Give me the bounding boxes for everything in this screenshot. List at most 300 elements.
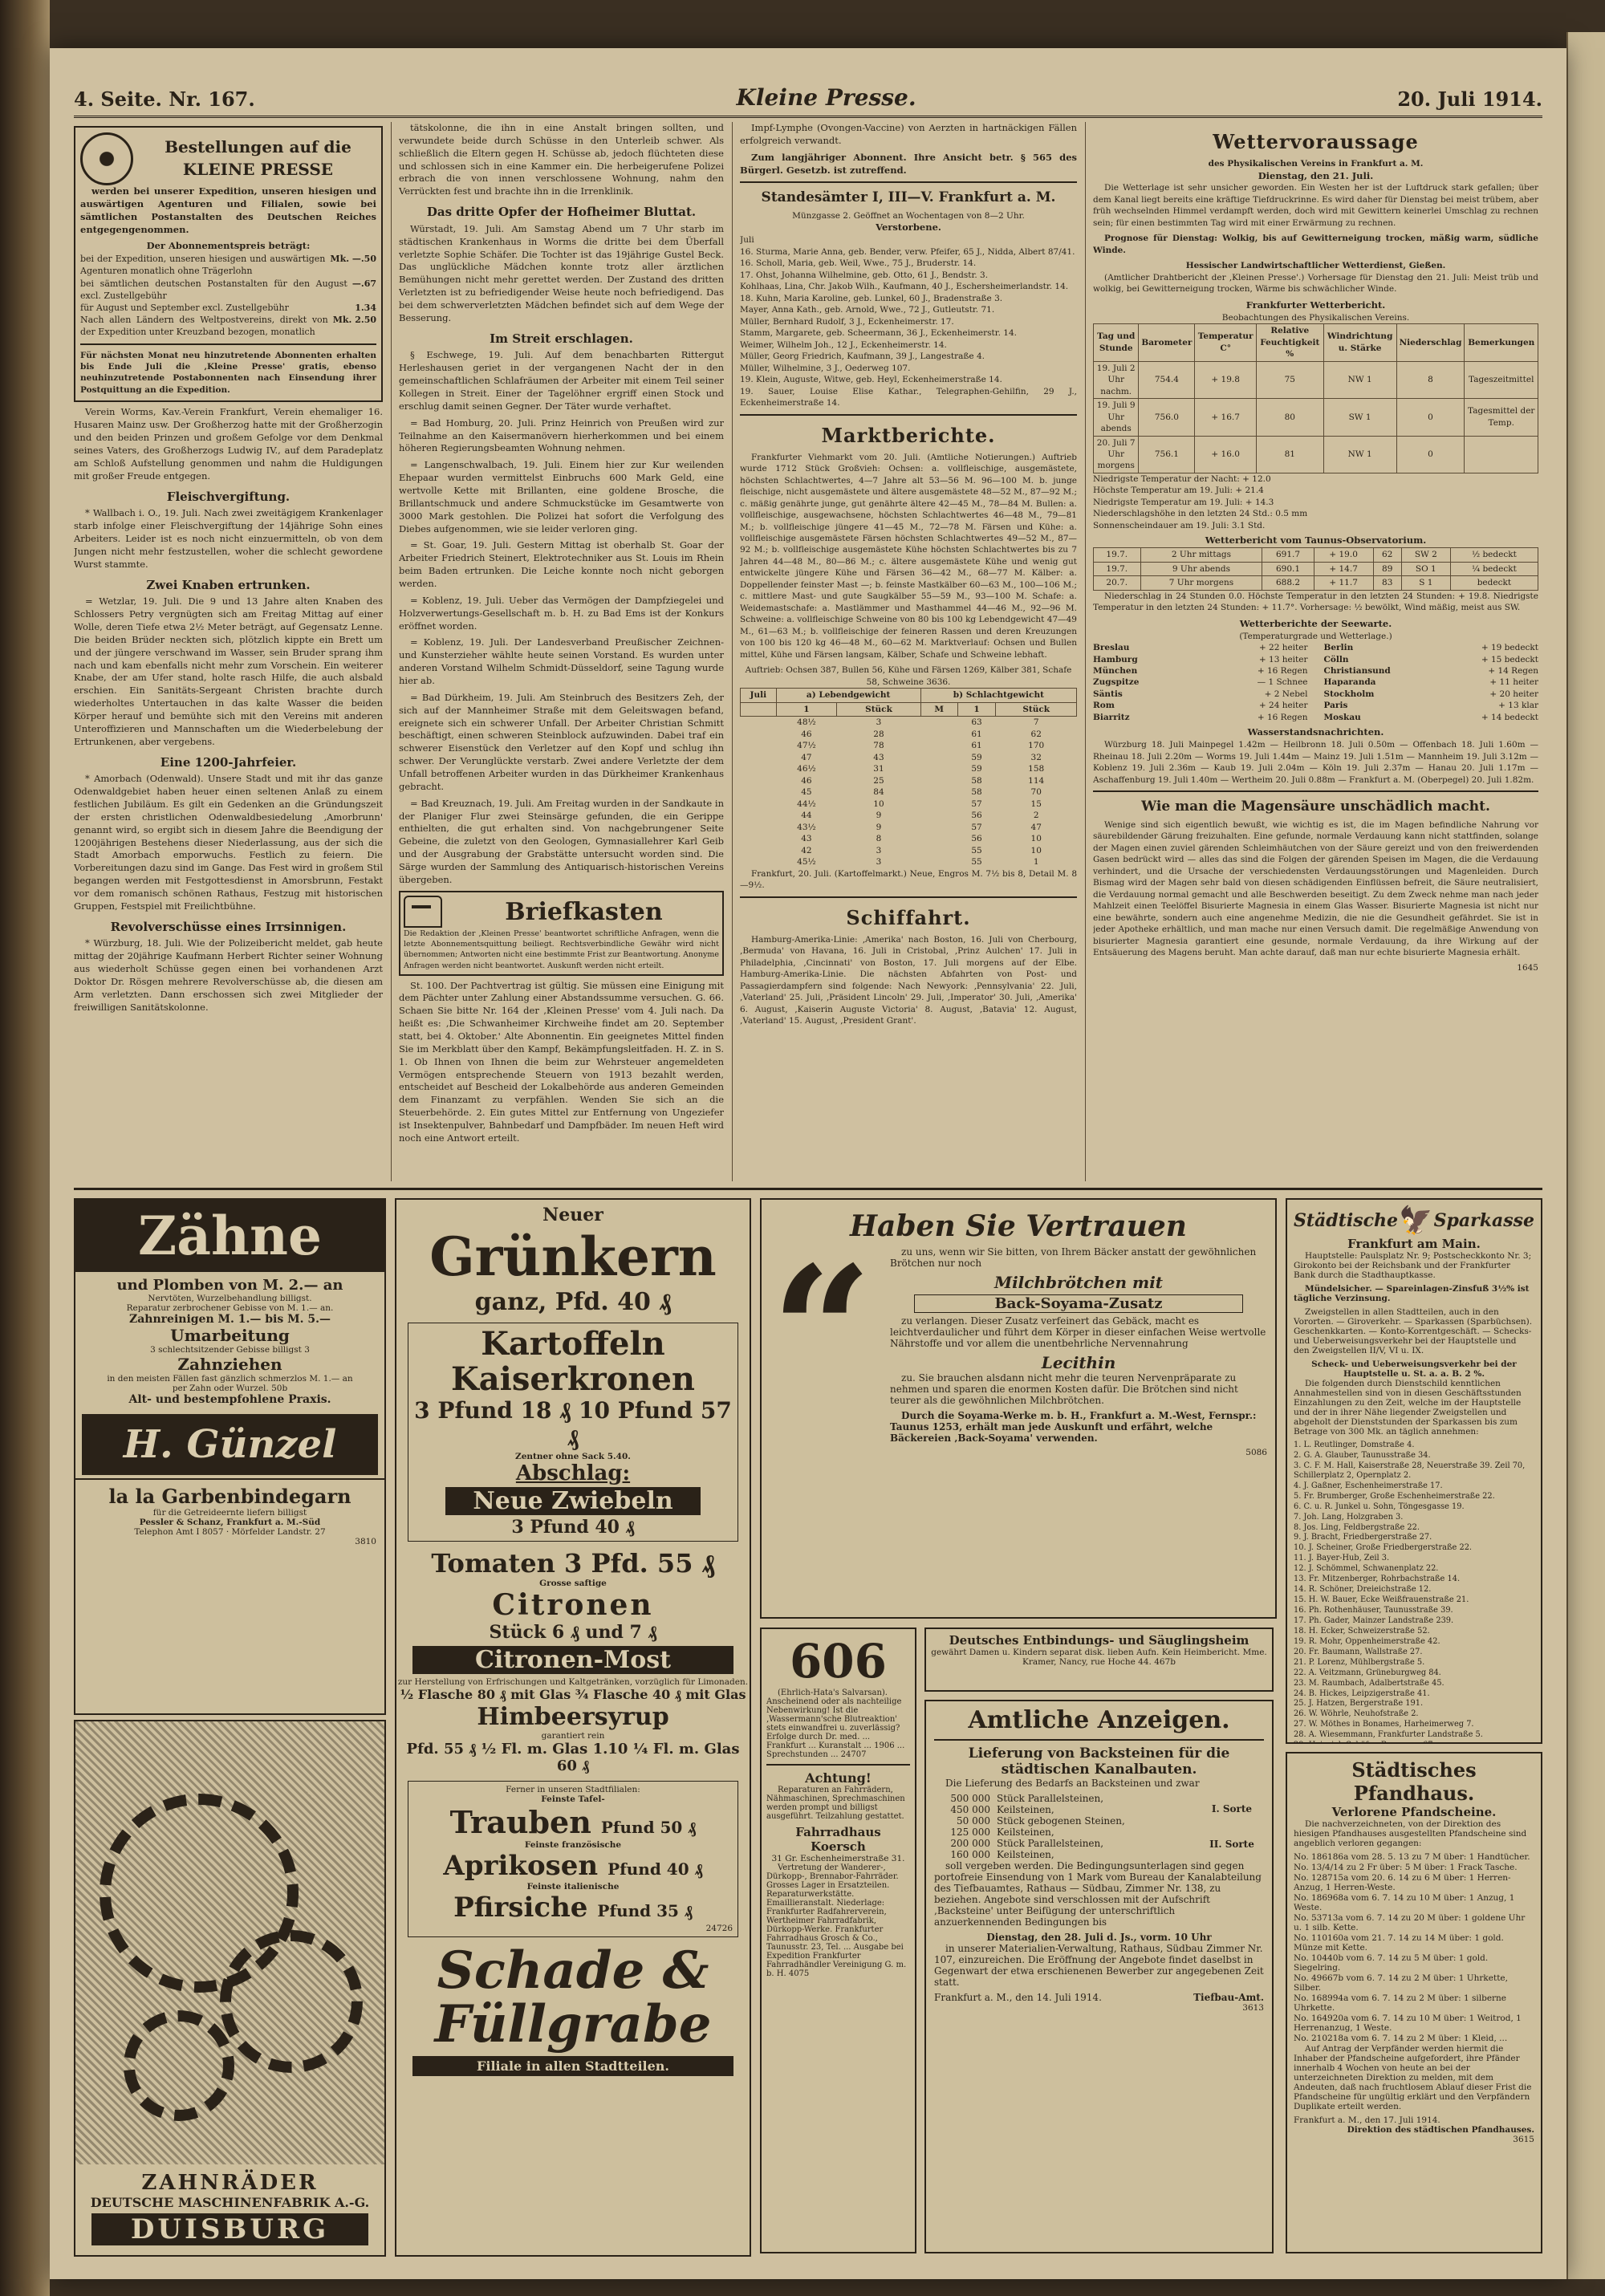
ad-gruenkern (395, 1198, 751, 2257)
vertrauen-code: 5086 (1245, 1448, 1267, 1457)
ad-606 (760, 1628, 916, 2253)
citronen-price: Stück 6 ₰ und 7 ₰ (489, 1622, 657, 1643)
amtlich-heading: Lieferung von Backsteinen für die städtischen Kanalbauten. (968, 1745, 1230, 1778)
cattle-cell: 84 (873, 787, 884, 798)
article-text: = Langenschwalbach, 19. Juli. Einem hier zur Kur weilenden Ehepaar wurden vermittelst Einbruchs 600 Mark Geld, eine wertvolle Kette mit Brillanten, eine goldene Brosche, die Brillantschmuck und andere Schmuckstücke im Gesamtwerte von 3000 Mark gestohlen. Die Polizei hat sofort die Verfolgung des Diebes aufgenommen, wie sie leider verloren ging. (399, 459, 724, 534)
seewarte-city: Moskau (1323, 712, 1361, 722)
pfandschein: No. 164920a vom 6. 7. 14 zu 10 M über: 1 Weitrod, 1 Herrenanzug, 1 Weste. (1294, 2014, 1522, 2033)
weather-cell: Tageszeitmittel (1465, 361, 1538, 398)
cattle-row (741, 717, 1077, 729)
cattle-cell (920, 775, 957, 786)
shipping-report: Hamburg-Amerika-Linie: ‚Amerika' nach Boston, 16. Juli von Cherbourg, ‚Bermuda' von Havana, 16. Juli in Cristobal, ‚Prinz Aulchen' 17. Juli in Philadelphia, ‚Cincinnati' von Boston, 17. Juli morgens auf der Elbe. Hamburg-Amerika-Linie. Die nächsten Abfahrten von Post- und Passagierdampfern sind folgende: Nach Newyork: ‚Pennsylvania' 22. Juli, ‚Vaterland' 25. Juli, ‚Präsident Lincoln' 29. Juli, ‚Imperator' 30. Juli, ‚Amerika' 6. August, ‚Kaiserin Auguste Victoria' 8. August, ‚Batavia' 12. August, ‚Vaterland' 15. August, ‚President Grant'. (740, 934, 1077, 1026)
a606-text: (Ehrlich-Hata's Salvarsan). Anscheinend oder als nachteilige Nebenwirkung! Ist die ‚Wassermann'sche Blutreaktion' stets einwandfrei u. zuverlässig? Erfolge durch Dr. med. ... Frankfurt ... Kuranstalt ... 1906 ... Sprechstunden ... 24707 (766, 1688, 905, 1759)
seewarte-right (1324, 642, 1539, 723)
divider (740, 414, 1077, 416)
cattle-cell: 43½ (797, 822, 816, 832)
cattle-cell: 58 (971, 787, 982, 798)
cattle-cell: 3 (876, 857, 882, 868)
firm-name: Schade & Füllgrabe (434, 1940, 712, 2055)
ad-zahnraeder (74, 1720, 386, 2257)
seewarte-row (1093, 677, 1308, 688)
pfandscheine-list (1294, 1852, 1534, 2043)
annahmestelle: 27. W. Möthes in Bonames, Harheimerweg 7. (1294, 1720, 1474, 1729)
cattle-cell: 158 (1028, 764, 1045, 774)
death-entry: 16. Sturma, Marie Anna, geb. Bender, verw. Pfeifer, 65 J., Nidda, Albert 87/41. (740, 246, 1075, 257)
taunus-cell: 9 Uhr abends (1140, 562, 1262, 575)
cattle-cell: 44 (801, 811, 812, 821)
shipping-heading: Schiffahrt. (846, 905, 971, 929)
weather-cell: + 16.0 (1195, 436, 1256, 473)
cattle-caption: Auftrieb: Ochsen 387, Bullen 56, Kühe und Färsen 1269, Kälber 381, Schafe 58, Schweine 3636. (745, 665, 1072, 687)
apri-price: Pfund 40 ₰ (607, 1859, 703, 1879)
article-text: * Würzburg, 18. Juli. Wie der Polizeibericht meldet, gab heute mittag der 20jährige Kaufmann Herbert Richter seiner Wohnung aus wiederholt Schüsse gegen einen bei vorhandenen Arzt Doktor Dr. Rösgen mehrere Revolverschüsse ab, die diesen am Arm verletzten. Dann erschossen sich zwei Mitglieder der freiwilligen Sanitätskolonne. (74, 937, 383, 1013)
seewarte-city: Berlin (1323, 643, 1354, 653)
cattle-cell: 56 (971, 834, 982, 844)
pfirsiche: Pfirsiche (453, 1892, 588, 1924)
taunus-row (1094, 562, 1538, 575)
pfandschein: No. 49667b vom 6. 7. 14 zu 2 M über: 1 Uhrkette, Silber. (1294, 1973, 1508, 1993)
gear-icon (124, 2010, 234, 2121)
amtlich-city: Frankfurt a. M., den 14. Juli 1914. (934, 1992, 1102, 2003)
price-list (80, 253, 376, 338)
entbindung-title: Deutsches Entbindungs- und Säuglingsheim (949, 1633, 1249, 1648)
cattle-subheader: M (920, 702, 957, 716)
taunus-row (1094, 548, 1538, 562)
seewarte-row (1324, 654, 1539, 665)
weather-cell: 81 (1256, 436, 1323, 473)
pfandschein: No. 10440b vom 6. 7. 14 zu 5 M über: 1 gold. Siegelring. (1294, 1953, 1489, 1973)
brick-row (934, 1804, 1200, 1815)
milchbroetchen: Milchbrötchen mit (993, 1273, 1164, 1292)
ad-pfandhaus (1286, 1752, 1542, 2253)
page-date: 20. Juli 1914. (1397, 87, 1542, 111)
cattle-cell (920, 822, 957, 833)
pfandschein: No. 13/4/14 zu 2 Fr über: 5 M über: 1 Frack Tasche. (1294, 1863, 1518, 1872)
seewarte-value: + 16 Regen (1257, 712, 1308, 722)
water-heading: Wasserstandsnachrichten. (1247, 726, 1384, 738)
pfandhaus-code: 3615 (1513, 2135, 1534, 2144)
brick-row (934, 1838, 1200, 1849)
cattle-cell (920, 810, 957, 821)
weather-header: Bemerkungen (1465, 324, 1538, 361)
column-2 (399, 122, 724, 1181)
seewarte-city: Breslau (1093, 643, 1130, 653)
magen-heading: Wie man die Magensäure unschädlich macht. (1141, 799, 1490, 815)
annahmestelle: 7. Joh. Lang, Holzgraben 3. (1294, 1512, 1404, 1522)
cattle-cell: 3 (876, 717, 882, 728)
weather-cell: 754.4 (1139, 361, 1195, 398)
cattle-cell (920, 856, 957, 868)
cattle-cell (920, 845, 957, 856)
cattle-cell (741, 729, 777, 740)
cattle-cell: 57 (971, 822, 982, 832)
cattle-cell: 48½ (797, 717, 816, 728)
masthead: Kleine Presse. (736, 84, 916, 111)
cattle-cell: 10 (1030, 845, 1042, 855)
most-text: zur Herstellung von Erfrischungen und Kaltgetränken, vorzüglich für Limonaden. (397, 1677, 749, 1687)
pfandhaus-heading: Verlorene Pfandscheine. (1331, 1805, 1497, 1819)
promo-text: werden bei unserer Expedition, unseren hiesigen und auswärtigen Agenturen und Filialen, sowie bei sämtlichen Postanstalten des Deutschen Reiches entgegengenommen. (80, 185, 376, 235)
article-text: = Koblenz, 19. Juli. Der Landesverband Preußischer Zeichnen- und Kunsterzieher wählte heute seinen Vorstand. Es wurden unter anderen Vorstand Wilhelm Schmidt-Düsseldorf, seine Tagung wurde hier ab. (399, 636, 724, 687)
death-entry: Müller, Bernhard Rudolf, 3 J., Eckenheimerstr. 17. (740, 316, 954, 327)
brick-count: 160 000 (950, 1849, 990, 1860)
cattle-cell (741, 810, 777, 821)
cattle-row (741, 763, 1077, 774)
sparkasse-text: Zweigstellen in allen Stadtteilen, auch in den Vororten. — Giroverkehr. — Sparkassen (Sparbüchsen). Geschenkkarten. — Konto-Korrentgeschäft. — Schecks- und Ueberweisungsverkehr bei der Hauptstelle und den Zweigstellen II/V, VI u. IX. (1294, 1307, 1533, 1355)
cattle-cell: 46 (801, 775, 812, 786)
weather-note: Niedrigste Temperatur der Nacht: + 12.0 (1093, 473, 1271, 484)
article-heading: Zwei Knaben ertrunken. (146, 577, 311, 592)
sorte-2: II. Sorte (1209, 1839, 1254, 1850)
sparkasse-t2: Sparkasse (1433, 1210, 1534, 1231)
weather-cell: Tagesmittel der Temp. (1465, 399, 1538, 436)
price-row (80, 302, 376, 314)
cattle-cell: 46 (801, 729, 812, 739)
cattle-header: a) Lebendgewicht (776, 689, 920, 702)
weather-cell (1465, 436, 1538, 473)
article-text: = St. Goar, 19. Juli. Gestern Mittag ist oberhalb St. Goar der Arbeiter Friedrich Steinert, Elektrotechniker aus St. Louis im Rhein beim Baden ertrunken. Die Leiche konnte noch nicht geborgen werden. (399, 539, 724, 590)
column-rule (732, 122, 733, 1181)
cattle-cell: 10 (1030, 834, 1042, 844)
price-value: Mk. —.50 (330, 254, 376, 265)
zwiebeln: Neue Zwiebeln (445, 1487, 701, 1515)
cattle-cell: 61 (971, 729, 982, 739)
seewarte-city: Paris (1323, 701, 1348, 711)
seewarte-row (1324, 689, 1539, 700)
price-heading: Der Abonnementspreis beträgt: (146, 240, 311, 252)
weather-cell: NW 1 (1323, 436, 1396, 473)
amtlich-text: soll vergeben werden. Die Bedingungsunterlagen sind gegen portofreie Einsendung von 1 Mark vom Bureau der Kanalabteilung des Tiefbauamtes, Rathaus — Südbau, Zimmer Nr. 138, zu beziehen. Angebote sind verschlossen mit der Aufschrift ‚Backsteine' unter Beifügung der unterschriftlich anzuerkennenden Bedingungen bis (934, 1860, 1262, 1928)
cattle-row (741, 856, 1077, 868)
trauben-pre: Feinste Tafel- (541, 1794, 605, 1804)
cattle-cell: 78 (873, 741, 884, 751)
taunus-cell: 83 (1373, 576, 1401, 590)
cattle-cell: 55 (971, 857, 982, 868)
pfandschein: No. 186968a vom 6. 7. 14 zu 10 M über: 1 Anzug, 1 Weste. (1294, 1893, 1515, 1912)
cattle-cell: 58 (971, 775, 982, 786)
annahmestelle: 9. J. Bracht, Friedbergerstraße 27. (1294, 1533, 1432, 1542)
pfandschein: No. 128715a vom 20. 6. 14 zu 6 M über: 1 Herren-Anzug, 1 Herren-Weste. (1294, 1873, 1511, 1892)
cattle-cell (920, 729, 957, 740)
seewarte-value: + 14 Regen (1488, 665, 1538, 676)
annahmestelle: 26. W. Wöhrle, Neuhofstraße 2. (1294, 1709, 1419, 1719)
article-text: Zum langjähriger Abonnent. Ihre Ansicht betr. § 565 des Bürgerl. Gesetzb. ist zutreffend. (740, 151, 1077, 176)
article-heading: Das dritte Opfer der Hofheimer Bluttat. (426, 205, 697, 220)
seewarte-city: Hamburg (1093, 654, 1138, 664)
price-row (80, 278, 376, 302)
brick-list (934, 1793, 1200, 1860)
subscription-promo (74, 126, 383, 402)
seewarte-row (1093, 654, 1308, 665)
death-entry: Stamm, Margarete, geb. Scheermann, 36 J., Eckenheimerstr. 14. (740, 328, 1018, 339)
cattle-subheader: Stück (996, 702, 1077, 716)
taunus-cell: S 1 (1401, 576, 1450, 590)
seewarte-city: Biarritz (1093, 712, 1130, 722)
cattle-row (741, 752, 1077, 763)
hessen-text: (Amtlicher Drahtbericht der ‚Kleinen Presse'.) Vorhersage für Dienstag den 21. Juli: Meist trüb und wolkig, bei Gewitterneigung trocken, Wärme bis schwächlicher Winde. (1093, 272, 1538, 295)
cattle-cell: 45½ (797, 857, 816, 868)
seewarte-row (1324, 700, 1539, 711)
cattle-cell (741, 775, 777, 786)
cattle-subheader (741, 702, 777, 716)
pfandhaus-sig: Direktion des städtischen Pfandhauses. (1347, 2125, 1534, 2135)
brick-row (934, 1827, 1200, 1838)
amtlich-text: in unserer Materialien-Verwaltung, Rathaus, Südbau Zimmer Nr. 107, einzureichen. Die Eröffnung der Angebote findet daselbst in Gegenwart der etwa erschienenen Bewerber zur angegebenen Zeit statt. (934, 1943, 1264, 1988)
sparkasse-list (1294, 1441, 1534, 1744)
column-3 (740, 122, 1077, 1181)
cattle-cell (741, 822, 777, 833)
sparkasse-text: Die folgenden durch Dienstschild kenntlichen Annahmestellen sind von in diesen Geschäftsstunden Einzahlungen zu den Zeit, welche im der Hauptstelle und der in ihrer Nähe liegender Zweigstellen und abgeholt der Dienststunden der Sparkassen bis zum Betrage von 300 Mk. an täglich annehmen: (1294, 1379, 1522, 1437)
lecithin: Lecithin (1041, 1353, 1116, 1372)
brick-count: 450 000 (950, 1804, 990, 1815)
cattle-cell (741, 833, 777, 844)
seewarte-city: Stockholm (1323, 689, 1375, 699)
cattle-cell: 59 (971, 752, 982, 762)
article-text: = Koblenz, 19. Juli. Ueber das Vermögen der Dampfziegelei und Holzverwertungs-Gesellschaft m. b. H. zu Bad Ems ist der Konkurs eröffnet worden. (399, 594, 724, 632)
article-text: = Bad Dürkheim, 19. Juli. Am Steinbruch des Besitzers Zeh, der sich auf der Mannheimer Straße mit dem Geleitswagen befand, ereignete sich ein schwerer Unfall. Der Arbeiter Christian Schmitt beschäftigt, einen schweren Steinblock aufzuwinden. Dabei traf ein schwerer Eisenstück den Verletzer auf den Kopf und schlug ihn schwer. Der Verunglückte verstarb. Zwei andere Verletzte der dem Unfall betroffenen Arbeiter wurden in das Dürkheimer Krankenhaus gebracht. (399, 691, 724, 792)
brick-row (934, 1849, 1200, 1860)
briefkasten-note: Die Redaktion der ‚Kleinen Presse' beantwortet schriftliche Anfragen, wenn die letzte Abonnementsquittung beiliegt. Rechtsverbindliche Gewähr wird nicht übernommen; Antworten nicht eine bestimmte Frist zur Beantwortung. Anonyme Anfragen werden nicht beantwortet. Auskunft werden nicht erteilt. (404, 929, 719, 970)
weather-cell: 756.0 (1139, 399, 1195, 436)
seewarte-value: — 1 Schnee (1257, 677, 1308, 688)
taunus-cell: + 14.7 (1314, 562, 1373, 575)
divider (80, 343, 376, 345)
cattle-cell: 7 (1033, 717, 1039, 728)
brick-count: 50 000 (957, 1815, 990, 1827)
seewarte-value: + 16 Regen (1257, 665, 1308, 676)
weather-cell: + 19.8 (1195, 361, 1256, 398)
divider (934, 1739, 1264, 1741)
cattle-cell (741, 752, 777, 763)
magen-code: 1645 (1517, 963, 1538, 973)
zaehne-line: Reparatur zerbrochener Gebisse von M. 1.— an. (126, 1303, 334, 1313)
taunus-cell: + 19.0 (1314, 548, 1373, 562)
price-value: 1.34 (355, 302, 376, 313)
annahmestelle: 17. Ph. Gader, Mainzer Landstraße 239. (1294, 1615, 1454, 1625)
seewarte-row (1324, 712, 1539, 723)
vertrauen-text: zu verlangen. Dieser Zusatz verfeinert das Gebäck, macht es leichtverdaulicher und führt dem Körper in dieser einfachen Weise wertvolle Nährstoffe und vor allem die unentbehrliche Nervennahrung (890, 1315, 1266, 1349)
article-text: = Bad Kreuznach, 19. Juli. Am Freitag wurden in der Sandkaute in der Planiger Flur zwei Steinsärge gefunden, die ein Gerippe enthielten, die gut erhalten sind. Von nachgebrungener Seite Gebeine, die zuletzt von den Geologen, Gymnasiallehrer Karl Geib und der Ausgrabung der Grabstätte untersucht worden sind. Die Särge wurden der Sammlung des Antiquarisch-historischen Vereins übergeben. (399, 797, 724, 885)
pfandschein: No. 53713a vom 6. 7. 14 zu 20 M über: 1 goldene Uhr u. 1 silb. Kette. (1294, 1913, 1526, 1932)
weather-notes (1093, 473, 1538, 531)
annahmestelle: 20. Fr. Baumann, Wallstraße 27. (1294, 1647, 1423, 1656)
weather-row (1094, 361, 1538, 398)
zahnraeder-label: ZAHNRÄDER (141, 2171, 319, 2195)
zaehne-line: Alt- und bestempfohlene Praxis. (128, 1393, 331, 1406)
zaehne-line: und Plomben von M. 2.— an (116, 1277, 343, 1294)
weather-cell: 19. Juli 9 Uhr abends (1094, 399, 1139, 436)
seewarte-left (1093, 642, 1308, 723)
weather-cell: 0 (1396, 436, 1465, 473)
seewarte-lists (1093, 642, 1538, 723)
annahmestelle: 12. J. Schömmel, Schwanenplatz 22. (1294, 1564, 1439, 1574)
zaehne-title: Zähne (75, 1200, 384, 1272)
article-heading: Im Streit erschlagen. (490, 331, 633, 346)
cattle-cell (920, 799, 957, 810)
garn-text: für die Getreideernte liefern billigst (152, 1508, 307, 1518)
cattle-cell: 70 (1030, 787, 1042, 798)
trauben: Trauben (449, 1804, 591, 1840)
taunus-cell: SW 2 (1401, 548, 1450, 562)
cattle-cell (741, 740, 777, 751)
filialen-note: Ferner in unseren Stadtfilialen: (506, 1785, 640, 1794)
cattle-cell: 2 (1033, 811, 1039, 821)
taunus-cell: + 11.7 (1314, 576, 1373, 590)
ad-vertrauen (760, 1198, 1277, 1619)
annahmestelle: 2. G. A. Glauber, Taunusstraße 34. (1294, 1450, 1431, 1460)
market-report: Frankfurter Viehmarkt vom 20. Juli. (Amtliche Notierungen.) Auftrieb wurde 1712 Stück Großvieh: Ochsen: a. vollfleischige, ausgemästete, höchsten Schlachtwertes, 4—7 Jahre alt 53—56 M. 96—100 M. b. junge fleischige, nicht ausgemästete und ältere ausgemästete 48—52 M., 87—92 M.; c. mäßig genährte junge, gut genährte ältere 42—45 M., 78—84 M. Bullen: a. vollfleischige, ausgewachsene, höchsten Schlachtwertes 46—48 M., 79—81 M.; b. vollfleischige jüngere 41—45 M., 72—78 M. Färsen und Kühe: a. vollfleischige ausgemästete Färsen höchsten Schlachtwertes 49—52 M., 87—92 M.; b. vollfleischige ausgemästete Kühe höchsten Schlachtwertes bis zu 7 Jahren 44—48 M., 80—86 M.; c. ältere ausgemästete Kühe und wenig gut entwickelte jüngere Kühe und Färsen 36—42 M., 68—77 M. Kälber: a. Doppellender feinster Mast —; b. feinste Mastkälber 60—63 M., 100—106 M.; c. mittlere Mast- und gute Saugkälber 55—59 M., 93—100 M. Schafe: a. Weidemastschafe: a. Mastlämmer und Masthammel 44—46 M., 92—96 M. Schweine: a. vollfleischige Schweine von 80 bis 100 kg Lebendgewicht 47—49 M., 61—63 M.; b. vollfleischige der feineren Rassen und deren Kreuzungen von 100 bis 120 kg 46—48 M., 60—62 M. Marktverlauf: Ochsen und Bullen mittel, Kühe und Färsen langsam, Kälber, Schafe und Schweine lebhaft. (740, 452, 1077, 660)
death-entry: 18. Kuhn, Maria Karoline, geb. Lunkel, 60 J., Bradenstraße 3. (740, 293, 1003, 303)
annahmestelle: 5. Fr. Brumberger, Große Eschenheimerstraße 22. (1294, 1491, 1495, 1501)
taunus-cell: 2 Uhr mittags (1140, 548, 1262, 562)
weather-cell: 756.1 (1139, 436, 1195, 473)
weather-header: Windrichtung u. Stärke (1323, 324, 1396, 361)
pfandschein: No. 110160a vom 21. 7. 14 zu 14 M über: 1 gold. Münze mit Kette. (1294, 1933, 1504, 1953)
garn-title: la la Garbenbindegarn (108, 1485, 351, 1508)
article-text: * Amorbach (Odenwald). Unsere Stadt und mit ihr das ganze Odenwaldgebiet haben heuer einen seltenen Anlaß zu einem festlichen Jubiläum. Es gilt ein Gedenken an die Gründungszeit der ersten christlichen Odenwaldbesiedelung ‚Amorbrunn' genannt wird, so ergibt sich in diesem Jahre die Beendigung der 1200jährigen Bestehens dieser Niederlassung, aus der sich die Stadt Amorbach emporwuchs. Festlich zu feiern. Die Vorbereitungen dazu sind im Gange. Das Fest wird in großem Stil begangen werden mit Festgottesdienst in Amorsbrunn, Festakt vor dem romanisch schönen Rathaus, Festzug mit historischen Gruppen, Festspiel mit Freilichtbühne. (74, 773, 383, 912)
article-heading: Eine 1200-Jahrfeier. (160, 754, 297, 770)
cattle-cell: 43 (801, 834, 812, 844)
standesamt-sub2: Verstorbene. (876, 221, 941, 234)
advertisements (74, 1188, 1542, 2257)
ad-amtlich (924, 1700, 1274, 2253)
article-heading: Fleischvergiftung. (166, 489, 291, 504)
taunus-cell: 7 Uhr morgens (1140, 576, 1262, 590)
cattle-cell (920, 786, 957, 798)
death-entry: 17. Ohst, Johanna Wilhelmine, geb. Otto, 61 J., Bendstr. 3. (740, 270, 989, 280)
newspaper-page (50, 48, 1566, 2279)
seewarte-value: + 19 bedeckt (1481, 643, 1538, 653)
cattle-cell: 61 (971, 741, 982, 751)
kart-title: Kartoffeln Kaiserkronen (450, 1325, 695, 1398)
seewarte-heading: Wetterberichte der Seewarte. (1239, 617, 1392, 629)
weather-header: Temperatur C° (1195, 324, 1256, 361)
brick-type: Keilsteinen, (997, 1827, 1054, 1838)
sparkasse-t3: Frankfurt am Main. (1347, 1237, 1481, 1251)
seewarte-row (1093, 700, 1308, 711)
cattle-cell: 9 (876, 811, 882, 821)
annahmestelle: 18. H. Ecker, Schweizerstraße 52. (1294, 1626, 1430, 1636)
briefkasten-title: Briefkasten (505, 897, 663, 926)
divider (1093, 790, 1538, 792)
sparkasse-zins: Mündelsicher. — Spareinlagen-Zinsfuß 3½% ist tägliche Verzinsung. (1294, 1284, 1530, 1303)
weather-header: Tag und Stunde (1094, 324, 1139, 361)
brick-row (934, 1815, 1200, 1827)
seewarte-value: + 22 heiter (1258, 643, 1308, 653)
himbeer-price: Pfd. 55 ₰ ½ Fl. m. Glas 1.10 ¼ Fl. m. Glas 60 ₰ (406, 1741, 740, 1774)
achtung-text: Reparaturen an Fahrrädern, Nähmaschinen, Sprechmaschinen werden prompt und billigst ausgeführt. Teilzahlung gestattet. (766, 1786, 905, 1821)
divider (740, 896, 1077, 898)
weather-text: Die Wetterlage ist sehr unsicher geworden. Ein Westen her ist der Luftdruck stark gefallen; über dem Kanal liegt bereits eine kräftige Tiefdruckrinne. Es wird daher für Dienstag bei meist trübem, aber früh wechselnden Himmel verdampft werden, doch wird mit Gewittern keinerlei Umschlag zu rechnen sein; für einen bestimmten Tag wird mit einer Erwärmung zu rechnen. (1093, 183, 1538, 228)
column-1 (74, 122, 383, 1181)
seewarte-city: Christiansund (1323, 665, 1391, 676)
pfandschein: No. 210218a vom 6. 7. 14 zu 2 M über: 1 Kleid, ... (1294, 2034, 1508, 2043)
back-soyama: Back-Soyama-Zusatz (914, 1294, 1243, 1313)
weather-cell: 8 (1396, 361, 1465, 398)
taunus-row (1094, 576, 1538, 590)
ad-dentist (74, 1198, 386, 1715)
annahmestelle: 23. M. Raumbach, Adalbertstraße 45. (1294, 1678, 1444, 1688)
cattle-row (741, 775, 1077, 786)
column-rule (391, 122, 392, 1181)
cattle-cell: 114 (1028, 775, 1045, 786)
fahrradhaus: Fahrradhaus Koersch (795, 1825, 881, 1854)
amtlich-sig: Tiefbau-Amt. (1193, 1992, 1264, 2003)
price-label: für August und September excl. Zustellgebühr (80, 302, 289, 313)
cattle-row (741, 845, 1077, 856)
vertrauen-title: Haben Sie Vertrauen (850, 1209, 1187, 1243)
gk-title: Grünkern (429, 1225, 717, 1288)
apri-pre: Feinste französische (524, 1840, 622, 1850)
pfandhaus-title: Städtisches Pfandhaus. (1351, 1758, 1477, 1805)
zaehne-line: per Zahn oder Wurzel. 50b (172, 1384, 288, 1393)
tomaten: Tomaten 3 Pfd. 55 ₰ (431, 1548, 715, 1579)
himbeer-title: Himbeersyrup (477, 1703, 669, 1731)
annahmestelle: 3. C. F. M. Hall, Kaiserstraße 28, Neuerstraße 39. Zeil 70, Schillerplatz 2, Opernplatz 2. (1294, 1461, 1526, 1480)
cattle-cell (741, 856, 777, 868)
cattle-cell (741, 845, 777, 856)
brick-type: Stück Parallelsteinen, (997, 1838, 1104, 1849)
sparkasse-t1: Städtische (1294, 1210, 1398, 1231)
zahnraeder-company: DEUTSCHE MASCHINENFABRIK A.-G. (90, 2195, 370, 2210)
pfandhaus-text: Die nachverzeichneten, von der Direktion des hiesigen Pfandhauses ausgestellten Pfandscheine sind angeblich verloren gegangen: (1294, 1819, 1527, 1848)
seewarte-city: München (1093, 665, 1138, 676)
annahmestelle: 8. Jos. Ling, Feldbergstraße 22. (1294, 1522, 1420, 1532)
seewarte-city: Zugspitze (1093, 677, 1140, 688)
fahrradhaus-text: Vertretung der Wanderer-, Dürkopp-, Brennabor-Fahrräder. Grosses Lager in Ersatzteilen. Reparaturwerkstätte. Emaillieranstalt. Niederlage: Frankfurter Radfahrerverein, Wertheimer Fahrradfabrik, Dürkopp-Werke. Frankfurter Fahrradhaus Grosch & Co., Taunusstr. 23, Tel. ... Ausgabe bei Expedition Frankfurter Fahrradhändler Vereinigung G. m. b. H. 4075 (766, 1863, 907, 1978)
trauben-price: Pfund 50 ₰ (600, 1818, 697, 1837)
torch-sun-icon (80, 132, 133, 185)
amtlich-code: 3613 (1242, 2003, 1264, 2013)
annahmestelle (1294, 1741, 1534, 1744)
taunus-cell: ¼ bedeckt (1450, 562, 1538, 575)
cattle-cell: 170 (1028, 741, 1045, 751)
taunus-cell: ½ bedeckt (1450, 548, 1538, 562)
ad-entbindung (924, 1628, 1274, 1692)
taunus-cell: 691.7 (1262, 548, 1314, 562)
annahmestelle: 25. J. Hatzen, Bergerstraße 191. (1294, 1699, 1424, 1709)
vertrauen-sub: zu uns, wenn wir Sie bitten, von Ihrem Bäcker anstatt der gewöhnlichen Brötchen nur noch (890, 1246, 1257, 1269)
seewarte-value: + 2 Nebel (1264, 689, 1308, 699)
seewarte-value: + 13 klar (1498, 701, 1538, 711)
weather-note: Sonnenscheindauer am 19. Juli: 3.1 Std. (1093, 520, 1266, 530)
cattle-cell: 62 (1030, 729, 1042, 739)
taunus-note: Niederschlag in 24 Stunden 0.0. Höchste Temperatur in den letzten 24 Stunden: + 19.8. Niedrigste Temperatur in den letzten 24 Stunden: + 11.7°. Vorhersage: ½ bewölkt, Wind mäßig, meist aus SW. (1093, 591, 1538, 613)
cattle-cell: 3 (876, 845, 882, 855)
most-price: ½ Flasche 80 ₰ mit Glas ¾ Flasche 40 ₰ mit Glas (400, 1687, 746, 1702)
standesamt-heading: Standesämter I, III—V. Frankfurt a. M. (761, 189, 1056, 206)
cattle-cell: 32 (1030, 752, 1042, 762)
article-heading: Revolverschüsse eines Irrsinnigen. (110, 919, 347, 934)
brick-count: 200 000 (950, 1838, 990, 1849)
garn-firm: Pessler & Schanz, Frankfurt a. M.-Süd (139, 1518, 321, 1527)
brick-type: Stück Parallelsteinen, (997, 1793, 1104, 1804)
cattle-cell: 9 (876, 822, 882, 832)
pfandhaus-city: Frankfurt a. M., den 17. Juli 1914. (1294, 2115, 1440, 2125)
cattle-cell: 57 (971, 799, 982, 809)
cattle-cell (920, 833, 957, 844)
zaehne-line: Nervtöten, Wurzelbehandlung billigst. (148, 1294, 312, 1303)
seewarte-city: Rom (1093, 701, 1115, 711)
frankfurt-weather-heading: Frankfurter Wetterbericht. (1245, 299, 1386, 311)
zwiebeln-price: 3 Pfund 40 ₰ (511, 1517, 635, 1538)
firm-footer: Filiale in allen Stadtteilen. (412, 2056, 733, 2076)
weather-note: Niedrigste Temperatur am 19. Juli: + 14.3 (1093, 497, 1274, 507)
brick-type: Keilsteinen, (997, 1804, 1054, 1815)
death-entry: Weimer, Wilhelm Joh., 12 J., Eckenheimerstr. 14. (740, 339, 947, 350)
market-heading: Marktberichte. (821, 423, 996, 447)
weather-note: Höchste Temperatur am 19. Juli: + 21.4 (1093, 486, 1264, 496)
